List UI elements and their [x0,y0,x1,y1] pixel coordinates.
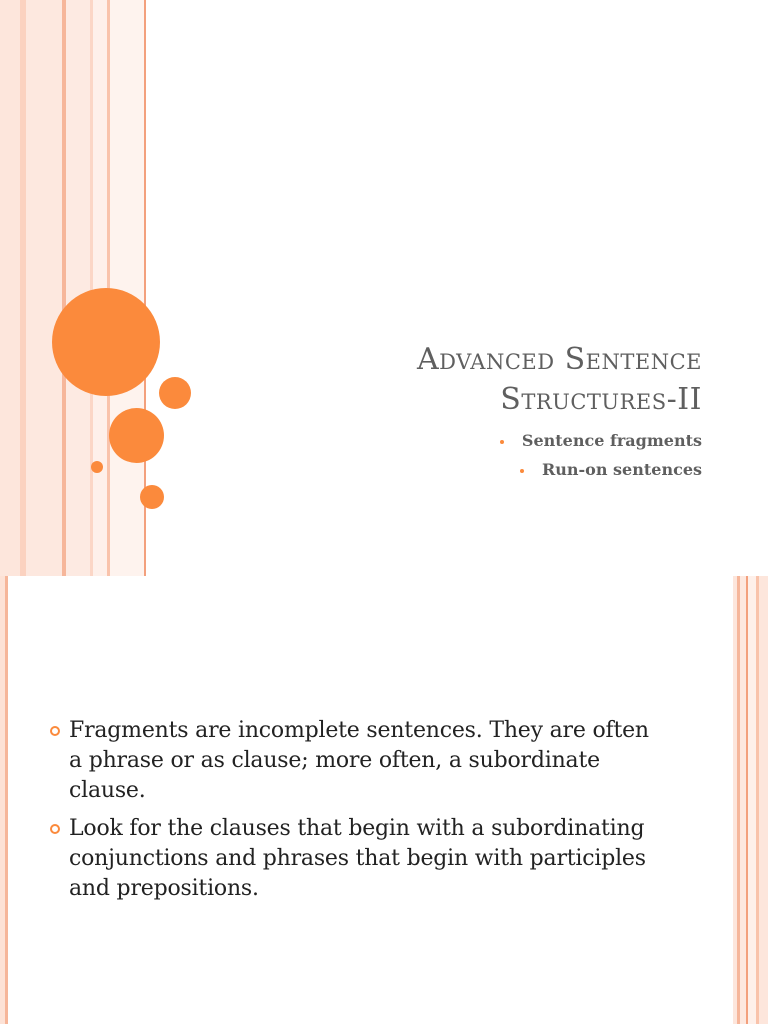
content-bullet-text: Fragments are incomplete sentences. They are often a phrase or as clause; more often, a subordinate clause. [69,718,649,803]
decorative-stripe [759,576,768,1024]
slide-title-line1: Advanced Sentence [416,342,702,377]
bullet-dot-icon [500,440,504,444]
bullet-dot-icon [520,469,524,473]
decorative-circle [159,377,191,409]
decorative-circle [109,408,164,463]
content-bullet-list [50,716,650,912]
content-bullet [50,716,650,806]
ring-bullet-icon [50,824,60,834]
ring-bullet-icon [50,726,60,736]
decorative-circle [140,485,164,509]
subtitle-item [476,426,702,455]
subtitle-item-text: Run-on sentences [541,460,702,479]
decorative-stripe [66,0,90,576]
decorative-circle [52,288,160,396]
subtitle-list [476,426,702,484]
content-bullet-text: Look for the clauses that begin with a subordinating conjunctions and phrases that begin with participles and prepositions. [69,816,646,901]
slide-title-line2: Structures-II [500,382,702,417]
decorative-stripe [5,576,8,1024]
content-slide [0,576,768,1024]
decorative-stripe [0,0,20,576]
decorative-stripe [26,0,62,576]
subtitle-item [476,455,702,484]
content-bullet [50,814,650,904]
decorative-stripe [748,576,756,1024]
subtitle-item-text: Sentence fragments [521,431,702,450]
decorative-circle [91,461,103,473]
slide-title [262,340,702,420]
